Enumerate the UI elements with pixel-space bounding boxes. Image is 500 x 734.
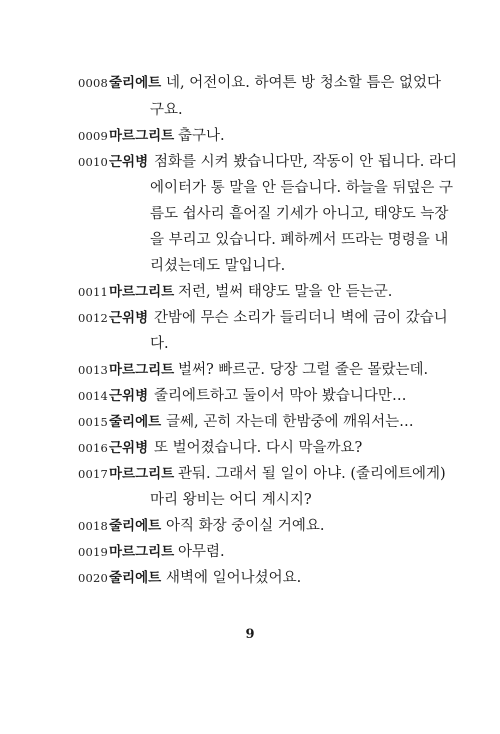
speaker-name: 근위병 <box>109 310 149 326</box>
speaker-name: 마르그리트 <box>109 362 175 378</box>
speaker-name: 마르그리트 <box>109 544 175 560</box>
dialogue-line-continuation <box>0 331 500 357</box>
speaker-name: 마르그리트 <box>109 128 175 144</box>
line-number: 0014 <box>78 389 109 403</box>
dialogue-text: 관둬. 그래서 될 일이 아냐. (줄리에트에게) <box>178 466 446 482</box>
dialogue-text: 다. <box>150 336 169 352</box>
dialogue-line <box>0 305 500 331</box>
speaker-name: 줄리에트 <box>109 414 162 430</box>
dialogue-text: 에이터가 통 말을 안 듣습니다. 하늘을 뒤덮은 구 <box>150 180 454 196</box>
line-number: 0020 <box>78 571 109 585</box>
dialogue-text: 네, 어전이요. 하여튼 방 청소할 틈은 없었다 <box>166 75 441 91</box>
line-number: 0019 <box>78 545 109 559</box>
dialogue-text: 름도 쉽사리 흩어질 기세가 아니고, 태양도 늑장 <box>150 206 449 222</box>
line-number: 0017 <box>78 467 109 481</box>
line-number: 0010 <box>78 155 109 169</box>
line-number: 0009 <box>78 129 109 143</box>
dialogue-text: 을 부리고 있습니다. 폐하께서 뜨라는 명령을 내 <box>150 232 449 248</box>
speaker-name: 마르그리트 <box>109 466 175 482</box>
dialogue-line <box>0 409 500 435</box>
dialogue-line-continuation <box>0 227 500 253</box>
dialogue-text: 새벽에 일어나셨어요. <box>166 570 302 586</box>
dialogue-line <box>0 383 500 409</box>
dialogue-line <box>0 461 500 487</box>
dialogue-line-continuation <box>0 487 500 513</box>
line-number: 0015 <box>78 415 109 429</box>
dialogue-text: 마리 왕비는 어디 계시지? <box>150 492 312 508</box>
dialogue-text: 또 벌어졌습니다. 다시 막을까요? <box>154 440 363 456</box>
dialogue-line <box>0 70 500 96</box>
speaker-name: 근위병 <box>109 154 149 170</box>
dialogue-line-continuation <box>0 253 500 279</box>
line-number: 0008 <box>78 76 109 90</box>
speaker-name: 줄리에트 <box>109 75 162 91</box>
line-number: 0018 <box>78 519 109 533</box>
dialogue-line <box>0 279 500 305</box>
line-number: 0013 <box>78 363 109 377</box>
speaker-name: 줄리에트 <box>109 518 162 534</box>
dialogue-line-continuation <box>0 201 500 227</box>
dialogue-line-continuation <box>0 175 500 201</box>
dialogue-text: 춥구나. <box>178 128 225 144</box>
speaker-name: 줄리에트 <box>109 570 162 586</box>
dialogue-text: 점화를 시켜 봤습니다만, 작동이 안 됩니다. 라디 <box>154 154 458 170</box>
dialogue-line <box>0 539 500 565</box>
line-number: 0012 <box>78 311 109 325</box>
dialogue-text: 저런, 벌써 태양도 말을 안 듣는군. <box>178 284 393 300</box>
dialogue-text: 구요. <box>150 102 183 118</box>
dialogue-text: 아무렴. <box>178 544 225 560</box>
dialogue-line <box>0 435 500 461</box>
dialogue-text: 글쎄, 곤히 자는데 한밤중에 깨워서는… <box>166 414 414 430</box>
dialogue-line <box>0 565 500 591</box>
line-number: 0016 <box>78 441 109 455</box>
dialogue-line <box>0 513 500 539</box>
dialogue-text: 아직 화장 중이실 거예요. <box>166 518 325 534</box>
dialogue-text: 벌써? 빠르군. 당장 그럴 줄은 몰랐는데. <box>178 362 429 378</box>
dialogue-text: 줄리에트하고 둘이서 막아 봤습니다만… <box>154 388 407 404</box>
dialogue-text: 리셨는데도 말입니다. <box>150 258 286 274</box>
dialogue-line-continuation <box>0 97 500 123</box>
speaker-name: 근위병 <box>109 388 149 404</box>
dialogue-line <box>0 123 500 149</box>
dialogue-line <box>0 149 500 175</box>
dialogue-line <box>0 357 500 383</box>
dialogue-text: 간밤에 무슨 소리가 들리더니 벽에 금이 갔습니 <box>154 310 448 326</box>
line-number: 0011 <box>78 285 109 299</box>
speaker-name: 마르그리트 <box>109 284 175 300</box>
page-number: 9 <box>245 627 255 642</box>
speaker-name: 근위병 <box>109 440 149 456</box>
